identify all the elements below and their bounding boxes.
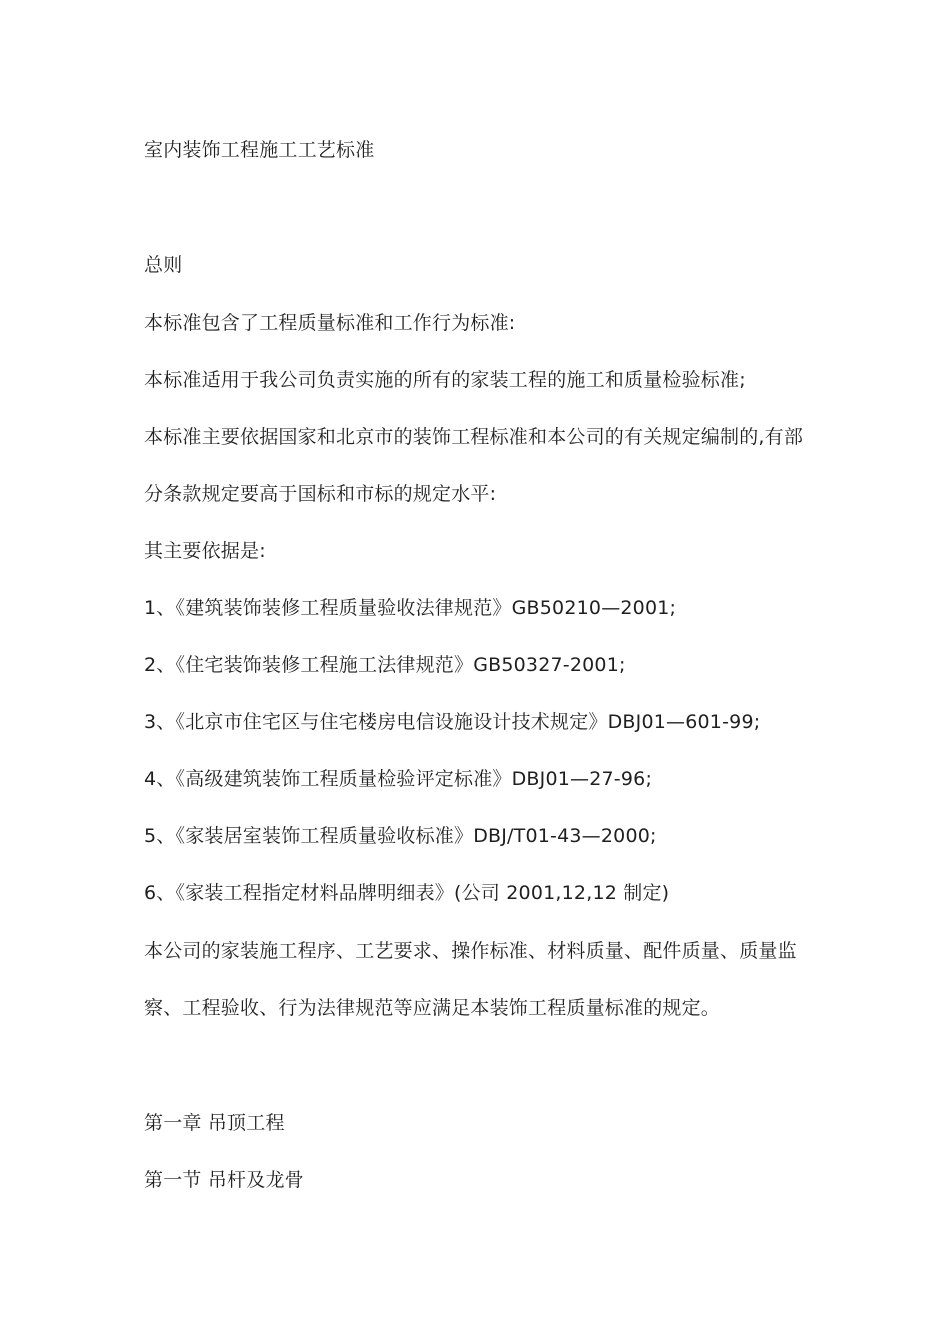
chapter-heading: 第一章 吊顶工程 bbox=[144, 1112, 285, 1134]
paragraph: 本标准主要依据国家和北京市的装饰工程标准和本公司的有关规定编制的,有部 bbox=[144, 426, 804, 448]
reference-item: 2、《住宅装饰装修工程施工法律规范》GB50327-2001; bbox=[144, 654, 626, 676]
reference-item: 5、《家装居室装饰工程质量验收标准》DBJ/T01-43—2000; bbox=[144, 825, 657, 847]
reference-item: 6、《家装工程指定材料品牌明细表》(公司 2001,12,12 制定) bbox=[144, 882, 670, 904]
paragraph: 本标准适用于我公司负责实施的所有的家装工程的施工和质量检验标准; bbox=[144, 369, 746, 391]
paragraph: 分条款规定要高于国标和市标的规定水平: bbox=[144, 483, 497, 505]
general-heading: 总则 bbox=[144, 254, 183, 276]
closing-paragraph: 本公司的家装施工程序、工艺要求、操作标准、材料质量、配件质量、质量监 bbox=[144, 940, 797, 962]
reference-item: 4、《高级建筑装饰工程质量检验评定标准》DBJ01—27-96; bbox=[144, 768, 653, 790]
reference-item: 1、《建筑装饰装修工程质量验收法律规范》GB50210—2001; bbox=[144, 597, 677, 619]
closing-paragraph: 察、工程验收、行为法律规范等应满足本装饰工程质量标准的规定。 bbox=[144, 997, 721, 1019]
document-title: 室内装饰工程施工工艺标准 bbox=[144, 139, 375, 161]
section-heading: 第一节 吊杆及龙骨 bbox=[144, 1169, 304, 1191]
paragraph: 其主要依据是: bbox=[144, 540, 266, 562]
reference-item: 3、《北京市住宅区与住宅楼房电信设施设计技术规定》DBJ01—601-99; bbox=[144, 711, 761, 733]
paragraph: 本标准包含了工程质量标准和工作行为标准: bbox=[144, 312, 516, 334]
